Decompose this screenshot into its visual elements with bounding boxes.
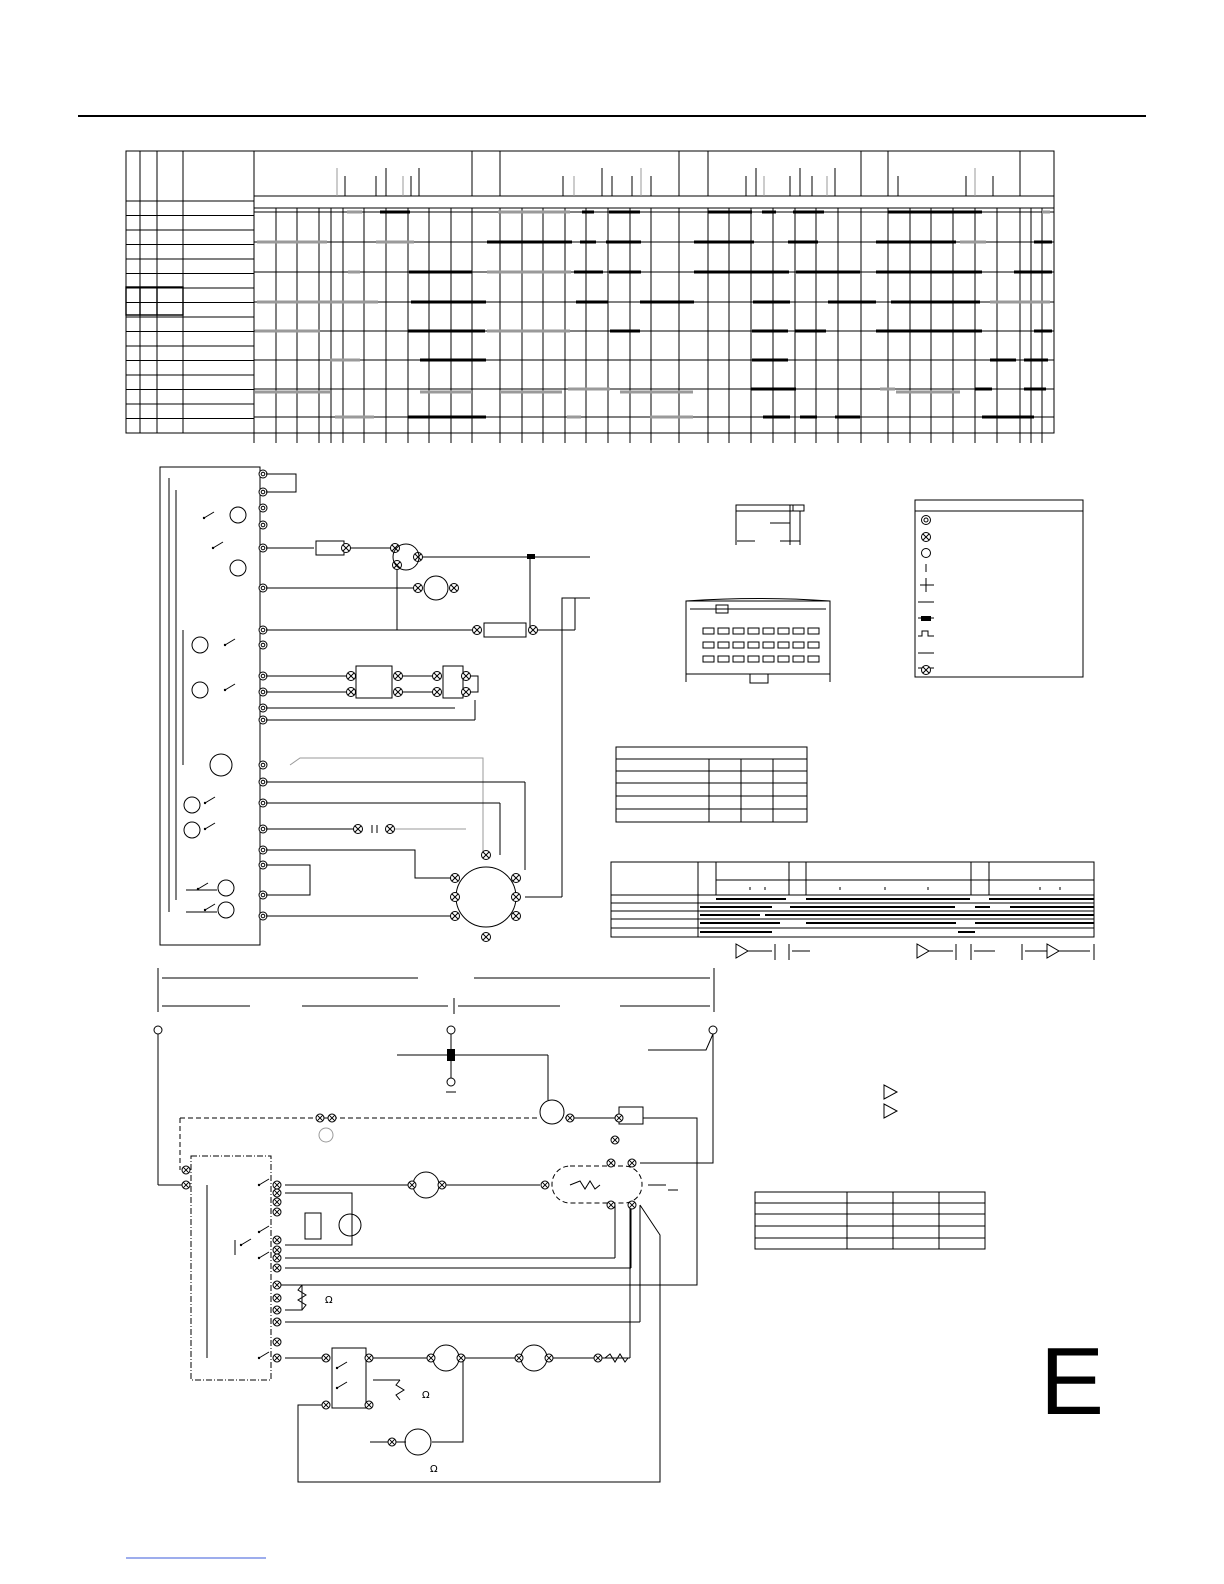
- arrow-triangle-icon: [884, 1085, 897, 1099]
- connector-icon: [628, 1201, 636, 1209]
- terminal-icon: [922, 516, 931, 525]
- terminal-icon: [447, 1026, 455, 1034]
- switch-blade: [205, 797, 215, 803]
- motor-icon: [433, 1345, 459, 1371]
- switch-icon: [204, 797, 215, 804]
- switch-icon: [240, 1239, 251, 1246]
- switch-pivot: [258, 1257, 260, 1259]
- switch-blade: [204, 512, 214, 518]
- connector-pin: [793, 656, 804, 662]
- connector-pin: [778, 656, 789, 662]
- switch-icon: [224, 639, 235, 646]
- connector-icon: [512, 912, 521, 921]
- connector-icon: [433, 672, 442, 681]
- switch-blade: [337, 1382, 347, 1388]
- connector-icon: [354, 825, 363, 834]
- switch-icon: [203, 512, 214, 519]
- switch-blade: [337, 1362, 347, 1368]
- coil-icon: [218, 880, 234, 896]
- connector-icon: [347, 672, 356, 681]
- connector-pin: [703, 642, 714, 648]
- terminal-outer: [259, 846, 267, 854]
- switch-pivot: [212, 547, 214, 549]
- terminal-icon: [709, 1026, 717, 1034]
- switch-pivot: [224, 689, 226, 691]
- switch-blade: [259, 1226, 269, 1232]
- connector-icon: [438, 1181, 446, 1189]
- connector-icon: [541, 1181, 549, 1189]
- connector-icon: [457, 1354, 465, 1362]
- connector-icon: [462, 672, 471, 681]
- switch-icon: [224, 684, 235, 691]
- connector-icon: [328, 1114, 336, 1122]
- terminal-icon: [259, 846, 267, 854]
- connector-icon: [450, 584, 459, 593]
- connector-icon: [427, 1354, 435, 1362]
- coil-icon: [184, 822, 200, 838]
- resistance-table: [616, 747, 807, 822]
- connector-pin: [748, 642, 759, 648]
- arrow-triangle-icon: [1047, 944, 1059, 958]
- switch-icon: [212, 542, 223, 549]
- connector-icon: [273, 1281, 281, 1289]
- switch-pivot: [204, 909, 206, 911]
- connector-pin: [793, 642, 804, 648]
- terminal-outer: [259, 626, 267, 634]
- coil-icon: [230, 560, 246, 576]
- switch-icon: [197, 883, 208, 890]
- connector-icon: [273, 1181, 281, 1189]
- connector-icon: [273, 1246, 281, 1254]
- terminal-outer: [259, 584, 267, 592]
- connector-icon: [391, 544, 400, 553]
- connector-icon: [316, 1114, 324, 1122]
- terminal-icon: [259, 761, 267, 769]
- switch-pivot: [336, 1367, 338, 1369]
- connector-pin: [808, 642, 819, 648]
- connector-pin: [748, 656, 759, 662]
- terminal-icon: [259, 688, 267, 696]
- terminal-outer: [259, 521, 267, 529]
- switch-block-icon: [316, 541, 344, 555]
- connector-icon: [527, 554, 535, 559]
- connector-icon: [545, 1354, 553, 1362]
- connector-icon: [482, 851, 491, 860]
- connector-icon: [365, 1354, 373, 1362]
- terminal-outer: [259, 716, 267, 724]
- connector-pin: [718, 642, 729, 648]
- switch-blade: [241, 1239, 251, 1245]
- connector-pin: [793, 628, 804, 634]
- valve-assembly-icon: [552, 1166, 642, 1203]
- connector-icon: [414, 584, 423, 593]
- connector-pin: [808, 656, 819, 662]
- terminal-outer: [259, 891, 267, 899]
- connector-icon: [628, 1159, 636, 1167]
- connector-pin: [763, 628, 774, 634]
- connector-icon: [451, 893, 460, 902]
- connector-icon: [322, 1401, 330, 1409]
- switch-pivot: [203, 517, 205, 519]
- connector-icon: [447, 1049, 455, 1061]
- terminal-outer: [259, 688, 267, 696]
- terminal-icon: [447, 1078, 455, 1086]
- connector-pin: [733, 628, 744, 634]
- terminal-outer: [259, 470, 267, 478]
- switch-blade: [259, 1179, 269, 1185]
- lower-schematic: [154, 968, 717, 1482]
- connector-icon: [611, 1136, 619, 1144]
- connector-icon: [473, 626, 482, 635]
- terminal-icon: [259, 470, 267, 478]
- bottom-table: [755, 1192, 985, 1249]
- connector-icon: [273, 1264, 281, 1272]
- arrow-triangle-icon: [884, 1104, 897, 1118]
- upper-symbols: [184, 507, 538, 942]
- switch-pivot: [258, 1231, 260, 1233]
- switch-icon: [258, 1179, 269, 1186]
- motor-icon: [540, 1100, 564, 1124]
- sequence-chart: [611, 862, 1094, 960]
- relay-block-icon: [332, 1348, 366, 1408]
- coil-icon: [218, 902, 234, 918]
- terminal-icon: [154, 1026, 162, 1034]
- transformer-icon: [443, 666, 463, 698]
- connector-pin: [703, 628, 714, 634]
- connector-icon: [922, 666, 931, 675]
- connector-icon: [607, 1201, 615, 1209]
- connector-icon: [482, 933, 491, 942]
- connector-icon: [347, 688, 356, 697]
- connector-pin: [778, 628, 789, 634]
- switch-blade: [259, 1352, 269, 1358]
- terminal-outer: [259, 761, 267, 769]
- terminal-icon: [259, 716, 267, 724]
- relay-block-icon: [356, 666, 392, 698]
- terminal-icon: [259, 584, 267, 592]
- terminal-outer: [259, 641, 267, 649]
- connector-icon: [273, 1306, 281, 1314]
- terminal-icon: [259, 704, 267, 712]
- connector-pin: [748, 628, 759, 634]
- connector-icon: [462, 688, 471, 697]
- motor-icon: [405, 1429, 431, 1455]
- arrow-triangle-icon: [736, 944, 748, 958]
- connector-icon: [515, 1354, 523, 1362]
- connector-pin: [808, 628, 819, 634]
- connector-icon: [394, 672, 403, 681]
- coil-icon: [184, 797, 200, 813]
- motor-icon: [339, 1214, 361, 1236]
- connector-icon: [342, 544, 351, 553]
- connector-icon: [273, 1338, 281, 1346]
- connector-pin: [718, 628, 729, 634]
- motor-icon: [424, 576, 448, 600]
- compressor-motor-icon: [456, 867, 516, 927]
- connector-icon: [273, 1189, 281, 1197]
- connector-icon: [922, 533, 931, 542]
- connector-icon: [414, 553, 423, 562]
- connector-icon: [273, 1354, 281, 1362]
- connector-icon: [512, 893, 521, 902]
- connector-icon: [273, 1208, 281, 1216]
- resistor-icon: [396, 1380, 404, 1400]
- switch-blade: [205, 904, 215, 910]
- switch-icon: [336, 1362, 347, 1369]
- connector-icon: [433, 688, 442, 697]
- motor-icon: [210, 754, 232, 776]
- terminal-icon: [259, 799, 267, 807]
- switch-icon: [258, 1226, 269, 1233]
- connector-icon: [394, 688, 403, 697]
- terminal-icon: [259, 778, 267, 786]
- motor-icon: [521, 1345, 547, 1371]
- terminal-outer: [259, 504, 267, 512]
- switch-icon: [204, 904, 215, 911]
- connector-pin: [703, 656, 714, 662]
- connector-drawings: [686, 505, 830, 683]
- upper-schematic: [160, 467, 590, 945]
- coil-icon: [230, 507, 246, 523]
- upper-wires: [186, 474, 590, 927]
- legend-open-terminal-icon: [922, 549, 931, 558]
- connector-icon: [566, 1114, 574, 1122]
- connector-icon: [529, 626, 538, 635]
- switch-pivot: [240, 1244, 242, 1246]
- switch-pivot: [197, 888, 199, 890]
- ohm-label: Ω: [430, 1464, 438, 1475]
- connector-icon: [322, 1354, 330, 1362]
- switch-pivot: [258, 1184, 260, 1186]
- connector-icon: [615, 1114, 623, 1122]
- connector-pin: [763, 656, 774, 662]
- terminal-outer: [259, 778, 267, 786]
- terminal-outer: [259, 672, 267, 680]
- connector-icon: [365, 1401, 373, 1409]
- connector-icon: [388, 1438, 396, 1446]
- connector-icon: [451, 874, 460, 883]
- terminal-outer: [259, 912, 267, 920]
- terminal-outer: [922, 516, 931, 525]
- connector-icon: [273, 1294, 281, 1302]
- switch-pivot: [204, 802, 206, 804]
- terminal-icon: [259, 626, 267, 634]
- connector-icon: [273, 1318, 281, 1326]
- connector-pin: [763, 642, 774, 648]
- switch-icon: [258, 1252, 269, 1259]
- timing-chart: [126, 151, 1054, 443]
- switch-icon: [336, 1382, 347, 1389]
- terminal-icon: [259, 521, 267, 529]
- connector-icon: [386, 825, 395, 834]
- symbol-legend: [915, 500, 1083, 677]
- coil-icon: [192, 682, 208, 698]
- terminal-outer: [259, 704, 267, 712]
- connector-icon: [408, 1181, 416, 1189]
- coil-icon: [192, 637, 208, 653]
- switch-icon: [258, 1352, 269, 1359]
- terminal-outer: [259, 825, 267, 833]
- connector-icon: [512, 874, 521, 883]
- legend-pulse-icon: [918, 631, 934, 636]
- coil-icon: [570, 1181, 600, 1189]
- terminal-icon: [259, 672, 267, 680]
- resistor-icon: [484, 623, 526, 637]
- terminal-outer: [259, 861, 267, 869]
- switch-icon: [204, 823, 215, 830]
- terminal-icon: [259, 891, 267, 899]
- terminal-icon: [259, 825, 267, 833]
- switch-pivot: [204, 828, 206, 830]
- connector-icon: [594, 1354, 602, 1362]
- arrow-triangle-icon: [917, 944, 929, 958]
- connector-pin: [733, 656, 744, 662]
- connector-icon: [607, 1159, 615, 1167]
- connector-icon: [273, 1236, 281, 1244]
- switch-pivot: [258, 1357, 260, 1359]
- connector-pin: [733, 642, 744, 648]
- ohm-label: Ω: [422, 1390, 430, 1401]
- connector-icon: [273, 1254, 281, 1262]
- connector-icon: [182, 1166, 190, 1174]
- switch-pivot: [336, 1387, 338, 1389]
- switch-blade: [198, 883, 208, 889]
- switch-blade: [205, 823, 215, 829]
- terminal-icon: [259, 861, 267, 869]
- connector-icon: [273, 1198, 281, 1206]
- switch-pivot: [224, 644, 226, 646]
- connector-pin: [778, 642, 789, 648]
- terminal-outer: [259, 488, 267, 496]
- ohm-label: Ω: [325, 1295, 333, 1306]
- switch-blade: [225, 639, 235, 645]
- grey-terminal-icon: [319, 1128, 333, 1142]
- switch-blade: [225, 684, 235, 690]
- terminal-outer: [259, 799, 267, 807]
- connector-pin: [718, 656, 729, 662]
- terminal-icon: [259, 544, 267, 552]
- connector-icon: [451, 912, 460, 921]
- terminal-icon: [259, 488, 267, 496]
- switch-blade: [213, 542, 223, 548]
- terminal-icon: [259, 504, 267, 512]
- terminal-icon: [259, 641, 267, 649]
- terminal-icon: [259, 912, 267, 920]
- connector-icon: [182, 1181, 190, 1189]
- corner-mark: E: [1040, 1328, 1105, 1435]
- switch-blade: [259, 1252, 269, 1258]
- motor-icon: [413, 1172, 439, 1198]
- terminal-outer: [259, 544, 267, 552]
